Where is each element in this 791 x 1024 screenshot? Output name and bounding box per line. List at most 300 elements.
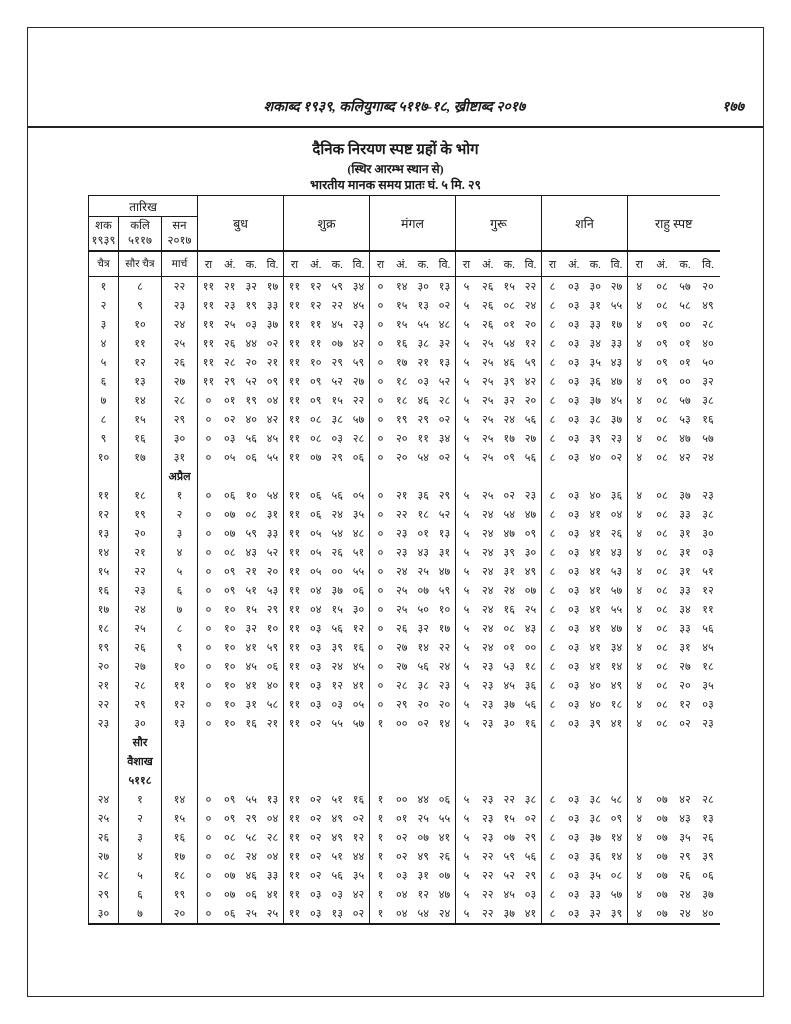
value-cell [198,752,220,771]
value-cell: ४३ [520,619,542,638]
date-cell: ७ [162,600,198,619]
value-cell: ०९ [224,813,236,825]
value-cell: ४ [636,642,643,654]
value-cell: ०८ [656,547,668,559]
value-cell: ०३ [568,680,580,692]
value-cell: ०३ [310,642,322,654]
value-cell: ०६ [224,490,236,502]
value-cell: २३ [702,490,714,502]
value-cell: २२ [348,391,370,410]
value-cell: ११ [288,490,301,502]
value-cell: ३३ [262,866,284,885]
value-cell: ५३ [262,581,284,600]
value-cell: ५२ [331,376,343,388]
sub-header: अं. [563,251,585,277]
value-cell: ०२ [348,904,370,924]
value-cell: ० [377,623,384,635]
value-cell: २२ [331,300,343,312]
value-cell: २१ [262,353,284,372]
value-cell: ०६ [224,908,236,920]
value-cell: १० [224,661,236,673]
value-cell: ३३ [262,524,284,543]
value-cell: १ [377,813,384,825]
value-cell: २४ [434,904,456,924]
value-cell: १७ [396,357,408,369]
value-cell: ३७ [262,315,284,334]
value-cell [606,733,628,752]
value-cell: ११ [288,661,301,673]
value-cell: ०३ [310,623,322,635]
date-cell: ५ [89,353,119,372]
value-cell: ०३ [568,585,580,597]
value-cell: १४ [417,642,429,654]
date-cell: २ [119,809,162,828]
value-cell: ११ [288,680,301,692]
date-cell: १२ [119,353,162,372]
value-cell: ० [377,490,384,502]
value-cell: ३२ [434,334,456,353]
month-divider-row [89,733,720,752]
value-cell: २९ [434,486,456,505]
value-cell [413,752,435,771]
value-cell: ३२ [589,908,601,920]
value-cell: ०८ [656,642,668,654]
value-cell: २३ [482,680,494,692]
value-cell: २४ [482,604,494,616]
value-cell: २४ [331,509,343,521]
value-cell: ४५ [503,889,515,901]
value-cell: २९ [520,828,542,847]
value-cell: ५ [463,604,470,616]
value-cell: ४१ [589,509,601,521]
value-cell: १५ [503,813,515,825]
value-cell: ४ [636,300,643,312]
era-year-header [89,217,119,252]
value-cell: १६ [396,338,408,350]
value-cell: ५७ [679,395,691,407]
value-cell: १० [224,642,236,654]
value-cell: ० [377,547,384,559]
value-cell [305,733,327,752]
value-cell: ३१ [679,528,691,540]
value-cell [697,752,720,771]
value-cell: ५८ [679,300,691,312]
sub-header: अं. [651,251,674,277]
table-row [89,562,720,581]
value-cell: ५ [463,623,470,635]
value-cell: ०३ [417,376,429,388]
value-cell: ०३ [568,908,580,920]
value-cell: ४ [636,357,643,369]
value-cell: ४१ [589,547,601,559]
date-cell: ६ [162,581,198,600]
value-cell: ३७ [589,832,601,844]
date-cell: ४ [162,543,198,562]
value-cell: २८ [262,828,284,847]
month-divider-label: वैशाख [119,752,162,771]
date-cell: १८ [119,486,162,505]
value-cell: ०४ [262,809,284,828]
value-cell: २९ [417,414,429,426]
value-cell: ०६ [310,509,322,521]
value-cell: ०३ [245,319,257,331]
value-cell: २२ [396,509,408,521]
value-cell: ४१ [589,566,601,578]
date-cell: २ [162,505,198,524]
date-cell [89,467,119,486]
value-cell: ०० [520,638,542,657]
value-cell: ४५ [245,661,257,673]
value-cell: २३ [482,661,494,673]
value-cell: ५ [463,718,470,730]
value-cell: ३२ [702,376,714,388]
value-cell: ५७ [702,433,714,445]
value-cell: ११ [202,300,215,312]
table-row [89,391,720,410]
value-cell: ०९ [656,357,668,369]
header-row-sub [89,251,720,277]
value-cell: १८ [396,376,408,388]
value-cell: ०१ [224,395,236,407]
value-cell: २९ [331,357,343,369]
value-cell: १३ [434,353,456,372]
value-cell: १३ [434,277,456,297]
value-cell: ५७ [348,410,370,429]
value-cell: ५ [463,813,470,825]
sub-header: क. [241,251,263,277]
value-cell: ४ [636,433,643,445]
table-row [89,448,720,467]
running-head [27,97,762,116]
value-cell: ०३ [568,338,580,350]
value-cell: ३३ [589,319,601,331]
value-cell: ३८ [589,813,601,825]
value-cell: ३८ [520,790,542,809]
value-cell: ०८ [656,623,668,635]
value-cell: ० [205,547,212,559]
value-cell: ८ [549,357,556,369]
value-cell: ०८ [656,718,668,730]
value-cell: १८ [396,395,408,407]
value-cell: ०६ [702,870,714,882]
value-cell: ०७ [417,832,429,844]
table-row [89,809,720,828]
value-cell [262,733,284,752]
value-cell: ८ [549,699,556,711]
value-cell: ३४ [679,604,691,616]
value-cell: ०३ [568,718,580,730]
value-cell: ०९ [224,794,236,806]
value-cell: १८ [417,509,429,521]
value-cell: ४० [589,490,601,502]
value-cell [219,752,241,771]
date-cell: ३ [89,315,119,334]
value-cell: ५ [463,642,470,654]
value-cell: २४ [482,585,494,597]
value-cell: ४२ [348,334,370,353]
value-cell: २३ [482,794,494,806]
value-cell: ११ [288,414,301,426]
date-cell: १० [162,657,198,676]
value-cell: ५१ [331,794,343,806]
value-cell: ११ [288,585,301,597]
date-cell: ७ [89,391,119,410]
value-cell [456,733,478,752]
table-row [89,904,720,924]
value-cell: ५९ [348,353,370,372]
value-cell: ०७ [656,794,668,806]
date-cell: १५ [119,410,162,429]
value-cell: १० [310,357,322,369]
date-cell: १६ [162,828,198,847]
value-cell: २६ [482,319,494,331]
value-cell: २३ [348,315,370,334]
value-cell: ० [205,813,212,825]
value-cell [198,771,220,790]
date-cell: ३० [162,429,198,448]
value-cell: ४१ [589,661,601,673]
value-cell: ८ [549,509,556,521]
value-cell: ५३ [606,562,628,581]
value-cell: ०३ [310,680,322,692]
value-cell: ३९ [331,642,343,654]
value-cell: २५ [396,604,408,616]
value-cell: ०७ [656,908,668,920]
value-cell: ४६ [245,870,257,882]
table-row [89,334,720,353]
value-cell: ०३ [568,604,580,616]
value-cell: २४ [396,566,408,578]
value-cell: ५६ [520,448,542,467]
value-cell: २६ [606,524,628,543]
value-cell: ११ [288,300,301,312]
value-cell: ११ [288,566,301,578]
value-cell: २३ [482,813,494,825]
date-cell: १४ [162,790,198,809]
value-cell: ४२ [262,410,284,429]
value-cell: २० [262,562,284,581]
value-cell: ०९ [606,809,628,828]
value-cell: ३१ [245,699,257,711]
value-cell: ४ [636,395,643,407]
value-cell: ५ [463,509,470,521]
value-cell: ८ [549,870,556,882]
value-cell: २९ [224,376,236,388]
value-cell: ३३ [589,889,601,901]
value-cell: ३९ [606,904,628,924]
value-cell: ०३ [310,908,322,920]
value-cell: ४ [636,699,643,711]
value-cell: ५८ [606,790,628,809]
value-cell: ४० [589,680,601,692]
value-cell: ५ [463,661,470,673]
value-cell: २० [702,281,714,293]
value-cell [606,752,628,771]
value-cell: २३ [520,486,542,505]
value-cell [585,771,607,790]
value-cell: ५३ [679,414,691,426]
date-cell: ६ [89,372,119,391]
value-cell: ३८ [331,414,343,426]
value-cell: ० [377,642,384,654]
value-cell: ५६ [520,410,542,429]
value-cell: ३१ [262,505,284,524]
sub-header: रा [370,251,392,277]
value-cell: ०२ [434,448,456,467]
date-cell: ९ [162,638,198,657]
table-row [89,486,720,505]
value-cell: ०८ [656,604,668,616]
value-cell [391,771,413,790]
value-cell: ८ [549,376,556,388]
value-cell: १५ [503,281,515,293]
date-cell [89,752,119,771]
date-cell: १८ [162,866,198,885]
value-cell: ५ [463,889,470,901]
value-cell: ४२ [520,372,542,391]
value-cell: ०४ [262,847,284,866]
value-cell [391,733,413,752]
value-cell: ४ [636,889,643,901]
value-cell: ५४ [503,338,515,350]
date-cell: २७ [162,372,198,391]
value-cell [219,771,241,790]
value-cell: ५८ [262,695,284,714]
value-cell: ०९ [310,376,322,388]
value-cell: ५ [463,433,470,445]
month-header: सौर चैत्र [119,251,162,277]
value-cell: ४ [636,319,643,331]
value-cell: २५ [417,813,429,825]
value-cell: ० [377,585,384,597]
value-cell: ०७ [224,509,236,521]
value-cell: ०७ [331,338,343,350]
value-cell [327,733,349,752]
value-cell: ११ [288,813,301,825]
value-cell: २४ [482,642,494,654]
month-divider-row [89,467,720,486]
value-cell: २९ [245,813,257,825]
value-cell: २० [396,452,408,464]
value-cell: ०८ [656,281,668,293]
value-cell: ० [377,281,384,293]
value-cell: ५ [463,870,470,882]
date-cell: २३ [162,296,198,315]
value-cell: १८ [606,695,628,714]
planet-header: शनि [542,196,628,252]
value-cell: ४० [589,699,601,711]
value-cell: ०४ [396,889,408,901]
value-cell: १७ [434,619,456,638]
value-cell: ०५ [310,566,322,578]
value-cell: ३२ [417,623,429,635]
value-cell: ० [205,699,212,711]
table-row [89,524,720,543]
value-cell: ०८ [503,623,515,635]
value-cell: ४ [636,452,643,464]
value-cell: ०८ [656,490,668,502]
header-rule [27,126,763,128]
value-cell: ८ [549,813,556,825]
value-cell: ३१ [417,870,429,882]
value-cell: ११ [288,281,301,293]
value-cell: ०८ [656,395,668,407]
value-cell: ३५ [589,357,601,369]
value-cell: ०५ [348,486,370,505]
date-cell: ३० [89,904,119,924]
value-cell: ५१ [331,851,343,863]
date-cell: ९ [89,429,119,448]
value-cell: ० [205,509,212,521]
value-cell [499,752,521,771]
value-cell: १७ [503,433,515,445]
table-row [89,505,720,524]
value-cell: ०१ [503,642,515,654]
sub-header: क. [413,251,435,277]
value-cell: ४१ [520,904,542,924]
value-cell: ८ [549,338,556,350]
table-row [89,885,720,904]
value-cell: २६ [679,870,691,882]
date-cell: १० [119,315,162,334]
value-cell: ४५ [702,642,714,654]
value-cell: ०१ [396,813,408,825]
value-cell: १४ [606,828,628,847]
value-cell: ५१ [348,543,370,562]
value-cell: २२ [482,889,494,901]
value-cell: ० [205,889,212,901]
value-cell: ४ [636,509,643,521]
date-cell: १३ [162,714,198,733]
value-cell: १५ [396,300,408,312]
value-cell: ० [377,566,384,578]
value-cell: १३ [702,813,714,825]
value-cell: ५८ [245,832,257,844]
value-cell: ०६ [434,790,456,809]
value-cell [348,467,370,486]
value-cell: ३७ [331,585,343,597]
value-cell: ३८ [417,680,429,692]
value-cell: ५५ [606,600,628,619]
value-cell: ३६ [589,376,601,388]
value-cell: ५ [463,300,470,312]
date-cell: १७ [119,448,162,467]
date-cell: १६ [89,581,119,600]
value-cell: २९ [262,600,284,619]
value-cell: ८ [549,528,556,540]
value-cell: ५ [463,547,470,559]
date-cell: ११ [119,334,162,353]
date-cell: १९ [119,505,162,524]
value-cell: ५२ [245,376,257,388]
value-cell: ०८ [656,414,668,426]
value-cell: १३ [262,790,284,809]
value-cell: २६ [702,832,714,844]
value-cell: २४ [702,452,714,464]
value-cell [241,771,263,790]
value-cell [348,733,370,752]
month-divider-label: अप्रैल [162,467,198,486]
value-cell: २१ [224,281,236,293]
date-cell: २० [119,524,162,543]
value-cell: ०३ [224,433,236,445]
date-cell: २५ [89,809,119,828]
value-cell: ५६ [702,623,714,635]
value-cell: ०९ [262,372,284,391]
value-cell: ४९ [702,300,714,312]
date-cell: २८ [89,866,119,885]
value-cell: ५ [463,281,470,293]
